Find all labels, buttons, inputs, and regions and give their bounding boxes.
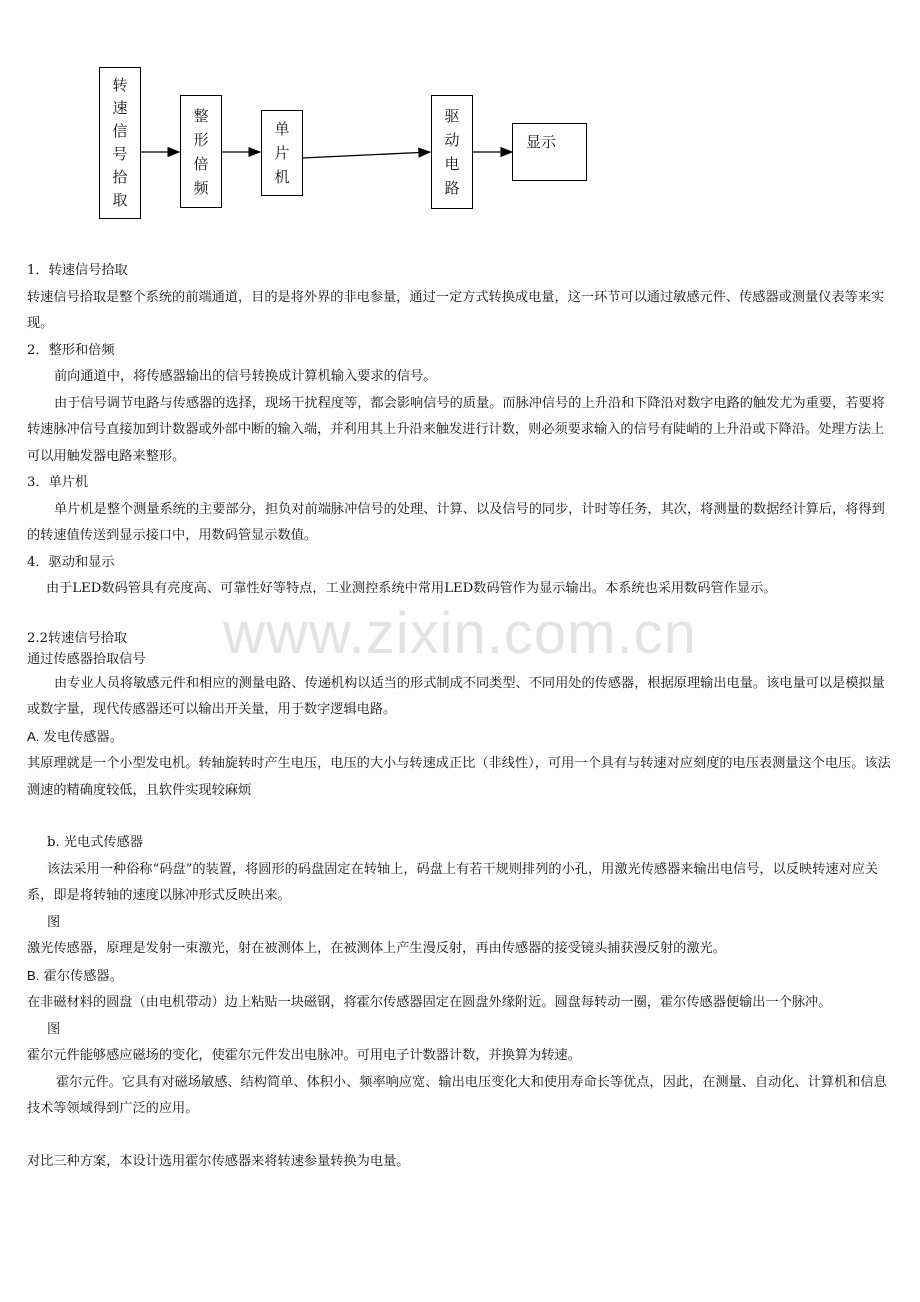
arrow-3 — [302, 152, 430, 158]
item-a-title: 发电传感器。 — [43, 729, 123, 745]
box-driver-label: 驱动电路 — [444, 107, 460, 197]
figure-label-2: 图 — [47, 1021, 61, 1037]
heading-3: 3．单片机 — [27, 475, 89, 490]
paragraph-5: 由专业人员将敏感元件和相应的测量电路、传递机构以适当的形式制成不同类型、不同用处的传感器，根据原理输出电量。该电量可以是模拟量或数字量，现代传感器还可以输出开关量，用于数字逻辑电路。 — [27, 675, 885, 717]
box-shaping — [180, 95, 222, 208]
box-mcu — [261, 110, 303, 196]
section-2-2-subtitle: 通过传感器拾取信号 — [27, 651, 146, 667]
conclusion: 对比三种方案，本设计选用霍尔传感器来将转速参量转换为电量。 — [27, 1153, 410, 1169]
item-a-text: 其原理就是一个小型发电机。转轴旋转时产生电压，电压的大小与转速成正比（非线性），可用一个具有与转速对应刻度的电压表测量这个电压。该法测速的精确度较低，且软件实现较麻烦 — [27, 756, 891, 798]
paragraph-1: 转速信号拾取是整个系统的前端通道，目的是将外界的非电参量，通过一定方式转换成电量，这一环节可以通过敏感元件、传感器或测量仪表等来实现。 — [27, 289, 885, 331]
box-signal-pickup — [99, 67, 141, 219]
heading-1: 1．转速信号拾取 — [27, 263, 128, 278]
heading-4: 4．驱动和显示 — [27, 554, 115, 570]
laser-text: 激光传感器，原理是发射一束激光，射在被测体上，在被测体上产生漫反射，再由传感器的接受镜头捕获漫反射的激光。 — [27, 941, 726, 956]
document-body — [27, 258, 895, 1175]
paragraph-4: 由于LED数码管具有亮度高、可靠性好等特点，工业测控系统中常用LED数码管作为显示输出。本系统也采用数码管作显示。 — [46, 581, 777, 596]
paragraph-2a: 前向通道中，将传感器输出的信号转换成计算机输入要求的信号。 — [54, 369, 437, 384]
item-B-text: 在非磁材料的圆盘（由电机带动）边上粘贴一块磁钢，将霍尔传感器固定在圆盘外缘附近。圆盘每转动一圈，霍尔传感器便输出一个脉冲。 — [27, 995, 832, 1010]
box-display — [512, 123, 587, 181]
item-B-title: 霍尔传感器。 — [43, 968, 123, 984]
paragraph-2b: 由于信号调节电路与传感器的选择，现场干扰程度等，都会影响信号的质量。而脉冲信号的上升沿和下降沿对数字电路的触发尤为重要，若要将转速脉冲信号直接加到计数器或外部中断的输入端，并利用其上升沿来触发进行计数，则必须要求输入的信号有陡峭的上升沿或下降沿。处理方法上可以用触发器电路来整形。 — [27, 395, 885, 464]
block-diagram — [0, 0, 920, 240]
item-b-text: 该法采用一种俗称“码盘”的装置，将圆形的码盘固定在转轴上，码盘上有若干规则排列的小孔，用激光传感器来输出电信号，以反映转速对应关系，即是将转轴的速度以脉冲形式反映出来。 — [27, 861, 879, 903]
spacer — [27, 804, 895, 830]
item-b-heading: b. 光电式传感器 — [47, 835, 143, 850]
box-driver — [431, 95, 473, 209]
box-signal-pickup-label: 转速信号拾取 — [112, 76, 128, 209]
item-B-label: B. — [27, 967, 40, 983]
box-display-label: 显示 — [526, 133, 557, 151]
paragraph-3: 单片机是整个测量系统的主要部分，担负对前端脉冲信号的处理、计算、以及信号的同步，计时等任务，其次，将测量的数据经计算后，将得到的转速值传送到显示接口中，用数码管显示数值。 — [27, 501, 885, 543]
watermark: www.zixin.com.cn — [223, 601, 697, 666]
item-a-label: A. — [27, 728, 40, 744]
section-2-2-title: 2.2转速信号拾取 — [27, 630, 128, 646]
box-shaping-label: 整形倍频 — [193, 106, 209, 197]
item-a-heading — [27, 724, 895, 752]
item-B-heading — [27, 963, 895, 991]
spacer — [27, 1123, 895, 1149]
box-mcu-label: 单片机 — [274, 120, 290, 186]
heading-2: 2．整形和倍频 — [27, 342, 115, 358]
spacer — [27, 603, 895, 629]
hall-text-1: 霍尔元件能够感应磁场的变化，使霍尔元件发出电脉冲。可用电子计数器计数，并换算为转速。 — [27, 1048, 581, 1063]
figure-label-1: 图 — [47, 914, 61, 930]
hall-text-2: 霍尔元件。它具有对磁场敏感、结构简单、体积小、频率响应宽、输出电压变化大和使用寿命长等优点，因此，在测量、自动化、计算机和信息技术等领域得到广泛的应用。 — [27, 1074, 887, 1116]
